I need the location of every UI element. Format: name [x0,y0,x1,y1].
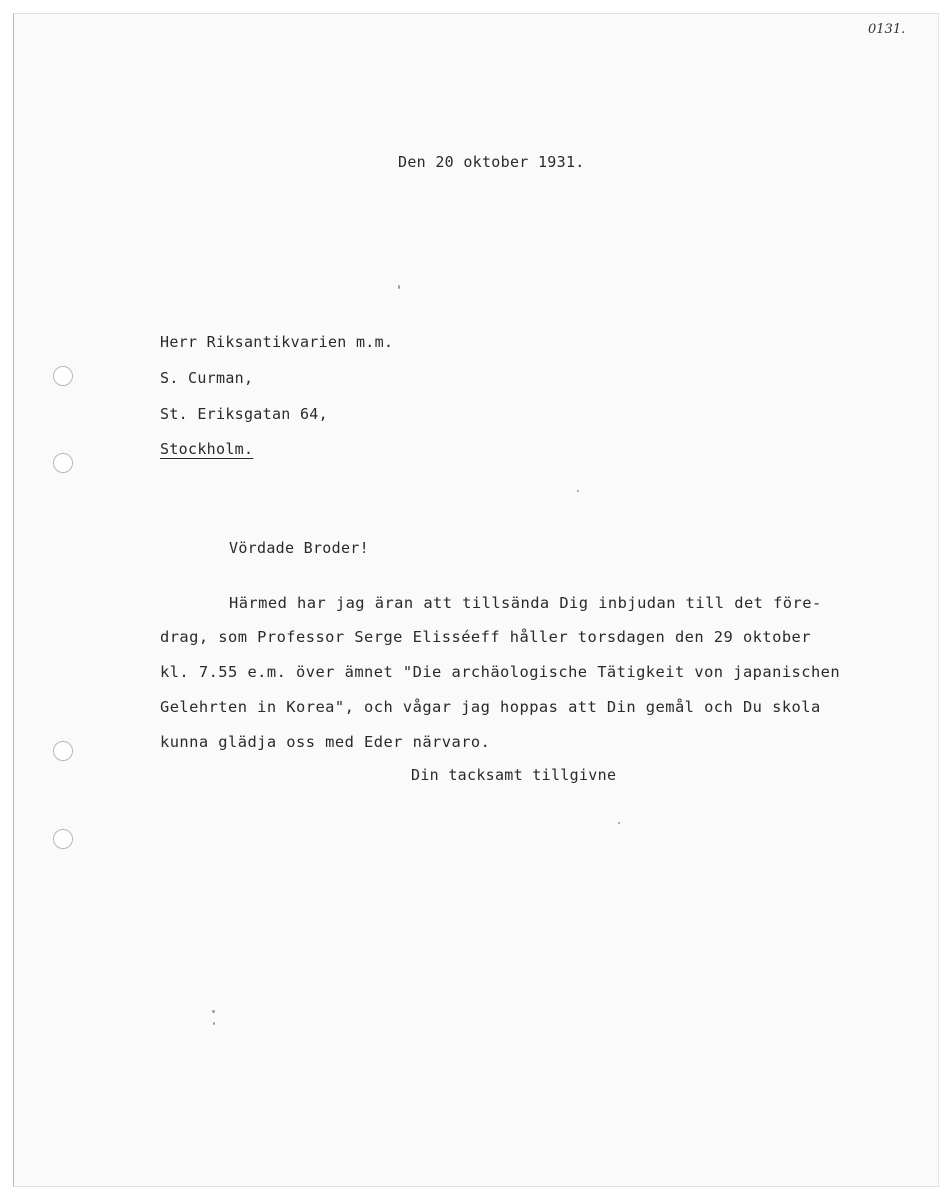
paper-speck [398,285,400,289]
closing: Din tacksamt tillgivne [411,766,617,784]
body-line: kunna glädja oss med Eder närvaro. [160,733,491,751]
punch-hole-2 [53,453,73,473]
recipient-name: S. Curman, [160,369,254,387]
recipient-title: Herr Riksantikvarien m.m. [160,333,394,351]
body-line: Härmed har jag äran att tillsända Dig inbjudan till det före- [229,594,822,612]
paper-speck [577,490,579,492]
body-line: Gelehrten in Korea", och vågar jag hoppas att Din gemål och Du skola [160,698,821,716]
archive-number: 0131. [868,22,906,37]
body-line: kl. 7.55 e.m. över ämnet "Die archäologische Tätigkeit von japanischen [160,663,841,681]
punch-hole-4 [53,829,73,849]
punch-hole-3 [53,741,73,761]
recipient-city: Stockholm. [160,440,254,458]
recipient-street: St. Eriksgatan 64, [160,405,328,423]
paper-speck [618,822,620,824]
body-line: drag, som Professor Serge Elisséeff håller torsdagen den 29 oktober [160,628,811,646]
paper-speck [212,1010,215,1013]
date-line: Den 20 oktober 1931. [398,153,585,171]
paper-speck [213,1022,215,1025]
salutation: Vördade Broder! [229,539,369,557]
punch-hole-1 [53,366,73,386]
